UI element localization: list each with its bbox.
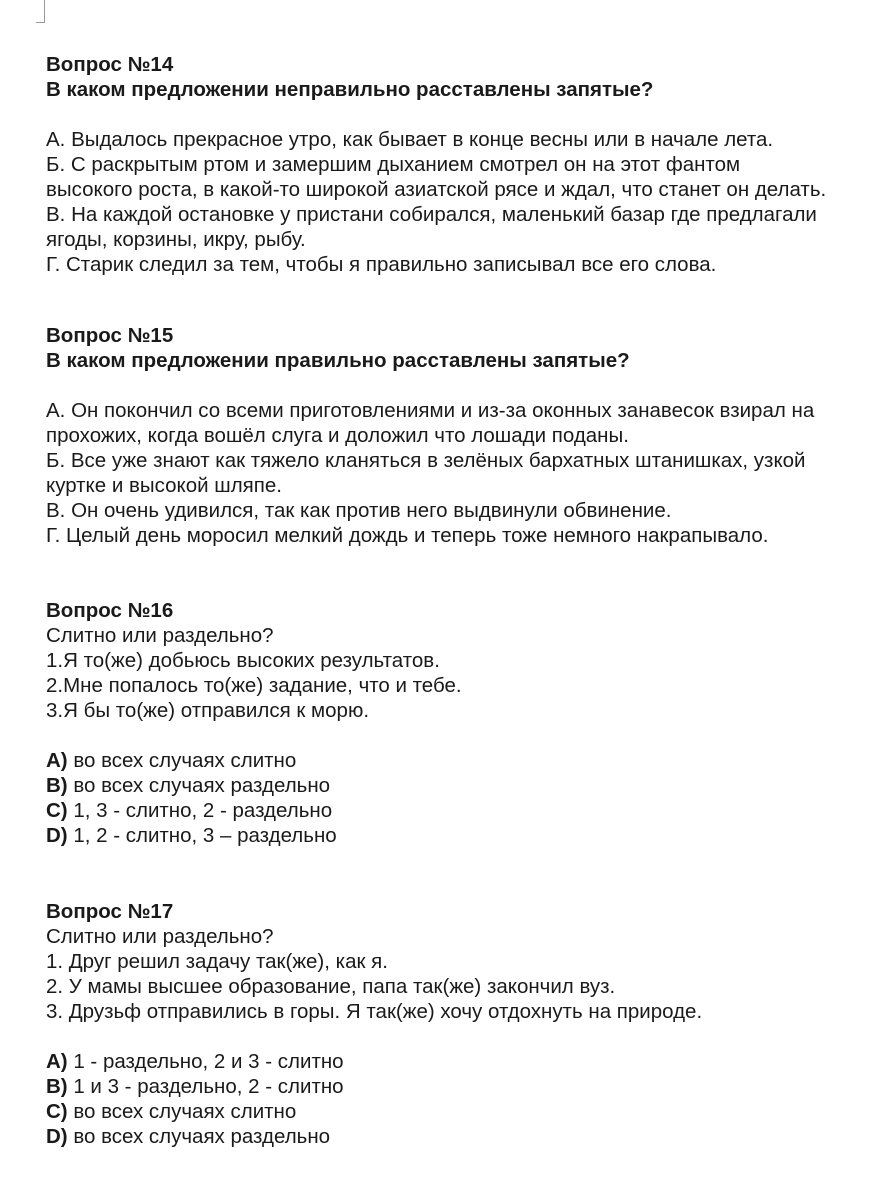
question-16-prompt: Слитно или раздельно?	[46, 624, 274, 647]
question-14	[46, 52, 896, 277]
answer-option-text: 1 и 3 - раздельно, 2 - слитно	[67, 1075, 344, 1098]
question-14-line: ягоды, корзины, икру, рыбу.	[46, 228, 306, 251]
answer-option-letter: D)	[46, 824, 68, 847]
answer-option	[46, 1124, 896, 1149]
question-16-line: 3.Я бы то(же) отправился к морю.	[46, 699, 370, 722]
question-15-line: куртке и высокой шляпе.	[46, 474, 282, 497]
question-17-line: 2. У мамы высшее образование, папа так(же) закончил вуз.	[46, 975, 616, 998]
answer-option-text: 1, 2 - слитно, 3 – раздельно	[67, 824, 337, 847]
answer-option	[46, 1049, 896, 1074]
question-15-line: прохожих, когда вошёл слуга и доложил что лошади поданы.	[46, 424, 629, 447]
question-14-prompt: В каком предложении неправильно расставлены запятые?	[46, 78, 654, 101]
question-15-line: В. Он очень удивился, так как против него выдвинули обвинение.	[46, 499, 672, 522]
answer-option-text: 1, 3 - слитно, 2 - раздельно	[67, 799, 333, 822]
question-15-line: А. Он покончил со всеми приготовлениями и из-за оконных занавесок взирал на	[46, 399, 815, 422]
question-14-line: Г. Старик следил за тем, чтобы я правильно записывал все его слова.	[46, 253, 717, 276]
question-17-number: Вопрос №17	[46, 900, 174, 923]
answer-option	[46, 773, 896, 798]
answer-option-letter: B)	[46, 774, 68, 797]
answer-option-text: во всех случаях слитно	[67, 749, 297, 772]
question-16	[46, 598, 896, 848]
question-16-line: 1.Я то(же) добьюсь высоких результатов.	[46, 649, 440, 672]
document-page	[46, 52, 896, 1149]
answer-option-letter: A)	[46, 749, 68, 772]
question-17-line: 1. Друг решил задачу так(же), как я.	[46, 950, 388, 973]
answer-option-letter: B)	[46, 1075, 68, 1098]
question-16-number: Вопрос №16	[46, 599, 174, 622]
answer-option-text: во всех случаях раздельно	[67, 774, 331, 797]
answer-option-letter: A)	[46, 1050, 68, 1073]
question-14-line: Б. С раскрытым ртом и замершим дыханием смотрел он на этот фантом	[46, 153, 741, 176]
answer-option	[46, 823, 896, 848]
answer-option-letter: D)	[46, 1125, 68, 1148]
question-17-line: 3. Друзьф отправились в горы. Я так(же) хочу отдохнуть на природе.	[46, 1000, 703, 1023]
question-15-number: Вопрос №15	[46, 324, 174, 347]
answer-option-text: во всех случаях раздельно	[67, 1125, 331, 1148]
question-15-line: Г. Целый день моросил мелкий дождь и теперь тоже немного накрапывало.	[46, 524, 769, 547]
answer-option	[46, 1074, 896, 1099]
question-14-number: Вопрос №14	[46, 53, 174, 76]
question-15-prompt: В каком предложении правильно расставлены запятые?	[46, 349, 630, 372]
answer-option-letter: C)	[46, 799, 68, 822]
question-17	[46, 899, 896, 1149]
answer-option	[46, 1099, 896, 1124]
question-14-line: А. Выдалось прекрасное утро, как бывает в конце весны или в начале лета.	[46, 128, 774, 151]
answer-option	[46, 798, 896, 823]
answer-option-letter: C)	[46, 1100, 68, 1123]
question-14-line: В. На каждой остановке у пристани собирался, маленький базар где предлагали	[46, 203, 817, 226]
question-15	[46, 323, 896, 548]
answer-option	[46, 748, 896, 773]
answer-option-text: во всех случаях слитно	[67, 1100, 297, 1123]
question-17-prompt: Слитно или раздельно?	[46, 925, 274, 948]
answer-option-text: 1 - раздельно, 2 и 3 - слитно	[67, 1050, 344, 1073]
question-14-line: высокого роста, в какой-то широкой азиатской рясе и ждал, что станет он делать.	[46, 178, 827, 201]
question-16-line: 2.Мне попалось то(же) задание, что и тебе.	[46, 674, 462, 697]
page-corner-mark	[36, 0, 45, 23]
question-15-line: Б. Все уже знают как тяжело кланяться в зелёных бархатных штанишках, узкой	[46, 449, 806, 472]
